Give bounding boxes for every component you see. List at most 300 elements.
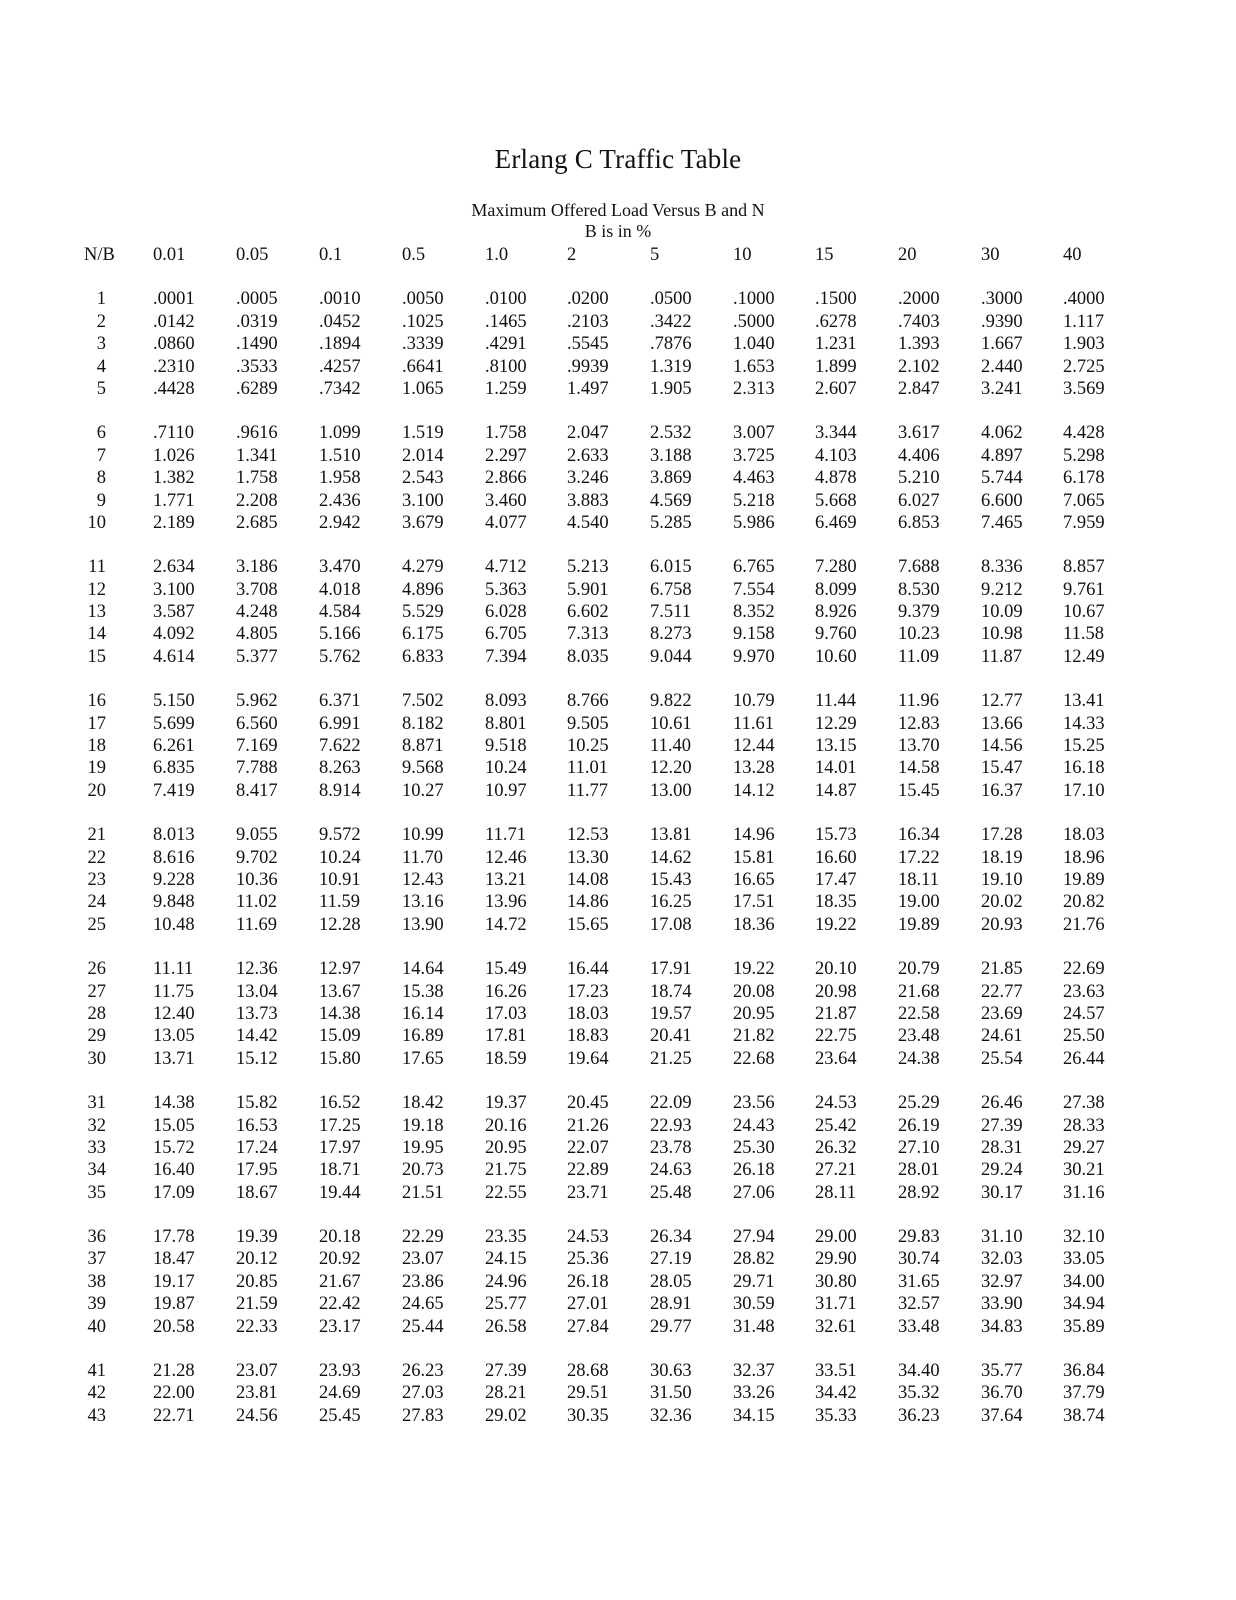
- table-cell: 1.099: [319, 423, 361, 444]
- table-cell: 14.33: [1063, 713, 1105, 734]
- table-cell: 22.58: [898, 1003, 940, 1024]
- table-cell: 6.560: [236, 713, 278, 734]
- table-cell: 35.89: [1063, 1316, 1105, 1337]
- table-cell: 5.298: [1063, 445, 1105, 466]
- table-cell: 8.801: [485, 713, 527, 734]
- table-cell: 17.08: [650, 914, 692, 935]
- table-cell: 9.822: [650, 691, 692, 712]
- table-cell: 20.79: [898, 959, 940, 980]
- table-cell: 23.81: [236, 1383, 278, 1404]
- table-cell: .0001: [153, 289, 195, 310]
- table-cell: 17.28: [981, 825, 1023, 846]
- table-cell: 4.878: [815, 468, 857, 489]
- table-cell: 4.584: [319, 602, 361, 623]
- table-cell: .4000: [1063, 289, 1105, 310]
- table-cell: 9.379: [898, 602, 940, 623]
- table-cell: 13.15: [815, 736, 857, 757]
- table-cell: 9.761: [1063, 579, 1105, 600]
- table-row: [0, 713, 1236, 735]
- table-cell: 15.12: [236, 1048, 278, 1069]
- table-cell: .9616: [236, 423, 278, 444]
- table-cell: 10.91: [319, 869, 361, 890]
- table-cell: 7.465: [981, 512, 1023, 533]
- table-cell: 9.055: [236, 825, 278, 846]
- row-n-label: 36: [87, 1227, 106, 1248]
- table-row: [0, 690, 1236, 712]
- table-cell: 22.77: [981, 981, 1023, 1002]
- table-cell: 29.27: [1063, 1137, 1105, 1158]
- table-cell: 27.83: [402, 1405, 444, 1426]
- table-cell: 12.53: [567, 825, 609, 846]
- table-cell: 5.363: [485, 579, 527, 600]
- table-cell: 27.39: [485, 1361, 527, 1382]
- row-n-label: 6: [96, 423, 106, 444]
- table-cell: .4428: [153, 378, 195, 399]
- table-cell: 9.848: [153, 892, 195, 913]
- table-cell: 17.65: [402, 1048, 444, 1069]
- table-cell: 13.41: [1063, 691, 1105, 712]
- table-cell: 28.82: [733, 1249, 775, 1270]
- row-n-label: 2: [96, 311, 106, 332]
- table-cell: 35.32: [898, 1383, 940, 1404]
- table-cell: 8.857: [1063, 557, 1105, 578]
- table-cell: 12.46: [485, 847, 527, 868]
- table-cell: 15.47: [981, 758, 1023, 779]
- table-cell: 11.40: [650, 736, 691, 757]
- table-cell: .1465: [485, 311, 527, 332]
- row-n-label: 42: [87, 1383, 106, 1404]
- table-cell: 17.24: [236, 1137, 278, 1158]
- table-cell: 11.96: [898, 691, 939, 712]
- table-cell: 10.99: [402, 825, 444, 846]
- table-cell: 22.75: [815, 1026, 857, 1047]
- table-cell: 26.18: [567, 1271, 609, 1292]
- table-cell: 5.699: [153, 713, 195, 734]
- table-cell: 6.833: [402, 646, 444, 667]
- table-cell: 22.07: [567, 1137, 609, 1158]
- row-group: [0, 288, 1236, 400]
- table-cell: 8.013: [153, 825, 195, 846]
- table-cell: 13.67: [319, 981, 361, 1002]
- table-cell: 4.018: [319, 579, 361, 600]
- table-cell: 2.313: [733, 378, 775, 399]
- table-cell: .2000: [898, 289, 940, 310]
- table-cell: 34.42: [815, 1383, 857, 1404]
- table-row: [0, 1115, 1236, 1137]
- table-cell: 4.540: [567, 512, 609, 533]
- table-cell: 17.78: [153, 1227, 195, 1248]
- table-cell: 17.95: [236, 1160, 278, 1181]
- table-cell: 26.34: [650, 1227, 692, 1248]
- table-cell: 19.89: [898, 914, 940, 935]
- table-cell: 17.09: [153, 1182, 195, 1203]
- table-cell: 4.077: [485, 512, 527, 533]
- table-cell: 19.64: [567, 1048, 609, 1069]
- table-row: [0, 1316, 1236, 1338]
- table-cell: 15.25: [1063, 736, 1105, 757]
- table-cell: 31.48: [733, 1316, 775, 1337]
- table-cell: 1.393: [898, 334, 940, 355]
- table-cell: 23.56: [733, 1093, 775, 1114]
- table-cell: 3.007: [733, 423, 775, 444]
- table-cell: .0100: [485, 289, 527, 310]
- row-n-label: 31: [87, 1093, 106, 1114]
- table-cell: 6.853: [898, 512, 940, 533]
- table-row: [0, 467, 1236, 489]
- table-cell: 4.897: [981, 445, 1023, 466]
- row-n-label: 17: [87, 713, 106, 734]
- table-cell: 8.926: [815, 602, 857, 623]
- table-cell: 10.24: [319, 847, 361, 868]
- table-cell: 1.040: [733, 334, 775, 355]
- table-cell: 10.27: [402, 780, 444, 801]
- table-cell: 16.18: [1063, 758, 1105, 779]
- table-cell: 13.81: [650, 825, 692, 846]
- table-cell: .5000: [733, 311, 775, 332]
- table-cell: 31.16: [1063, 1182, 1105, 1203]
- table-cell: 18.35: [815, 892, 857, 913]
- table-cell: 8.352: [733, 602, 775, 623]
- table-cell: 7.313: [567, 624, 609, 645]
- table-cell: 36.70: [981, 1383, 1023, 1404]
- table-row: [0, 333, 1236, 355]
- table-cell: 24.63: [650, 1160, 692, 1181]
- table-cell: 17.25: [319, 1115, 361, 1136]
- table-cell: 7.280: [815, 557, 857, 578]
- corner-label: N/B: [84, 245, 115, 265]
- table-cell: 8.035: [567, 646, 609, 667]
- table-cell: .6278: [815, 311, 857, 332]
- table-cell: .1025: [402, 311, 444, 332]
- table-cell: 14.62: [650, 847, 692, 868]
- table-cell: 24.61: [981, 1026, 1023, 1047]
- table-cell: 7.622: [319, 736, 361, 757]
- row-n-label: 23: [87, 869, 106, 890]
- table-cell: 7.502: [402, 691, 444, 712]
- table-cell: 32.10: [1063, 1227, 1105, 1248]
- table-cell: .2103: [567, 311, 609, 332]
- table-row: [0, 378, 1236, 400]
- table-cell: 18.96: [1063, 847, 1105, 868]
- table-cell: 32.57: [898, 1294, 940, 1315]
- table-cell: .4291: [485, 334, 527, 355]
- table-cell: 1.341: [236, 445, 278, 466]
- table-cell: 7.419: [153, 780, 195, 801]
- row-n-label: 11: [88, 557, 106, 578]
- row-n-label: 28: [87, 1003, 106, 1024]
- table-cell: 17.47: [815, 869, 857, 890]
- table-cell: 24.69: [319, 1383, 361, 1404]
- row-n-label: 21: [87, 825, 106, 846]
- table-cell: 29.77: [650, 1316, 692, 1337]
- table-row: [0, 1092, 1236, 1114]
- table-cell: 6.600: [981, 490, 1023, 511]
- row-n-label: 7: [96, 445, 106, 466]
- table-cell: 23.93: [319, 1361, 361, 1382]
- table-cell: 23.86: [402, 1271, 444, 1292]
- page-subtitle: Maximum Offered Load Versus B and N: [471, 200, 765, 220]
- table-cell: 28.21: [485, 1383, 527, 1404]
- table-row: [0, 1382, 1236, 1404]
- table-row: [0, 824, 1236, 846]
- table-cell: 23.48: [898, 1026, 940, 1047]
- table-row: [0, 490, 1236, 512]
- table-cell: 2.297: [485, 445, 527, 466]
- table-cell: 15.65: [567, 914, 609, 935]
- table-cell: 8.530: [898, 579, 940, 600]
- table-cell: 25.54: [981, 1048, 1023, 1069]
- table-cell: 3.460: [485, 490, 527, 511]
- table-cell: .3339: [402, 334, 444, 355]
- table-row: [0, 288, 1236, 310]
- table-cell: 20.82: [1063, 892, 1105, 913]
- row-n-label: 39: [87, 1294, 106, 1315]
- table-cell: 1.758: [485, 423, 527, 444]
- table-cell: 3.883: [567, 490, 609, 511]
- table-cell: 27.03: [402, 1383, 444, 1404]
- row-group: [0, 556, 1236, 668]
- row-n-label: 20: [87, 780, 106, 801]
- table-cell: 7.394: [485, 646, 527, 667]
- table-cell: 24.38: [898, 1048, 940, 1069]
- table-cell: 9.044: [650, 646, 692, 667]
- table-cell: 21.85: [981, 959, 1023, 980]
- table-cell: 37.79: [1063, 1383, 1105, 1404]
- table-cell: 5.377: [236, 646, 278, 667]
- table-cell: 18.74: [650, 981, 692, 1002]
- table-cell: 34.94: [1063, 1294, 1105, 1315]
- table-cell: 20.92: [319, 1249, 361, 1270]
- table-cell: 25.30: [733, 1137, 775, 1158]
- table-cell: 27.39: [981, 1115, 1023, 1136]
- row-group: [0, 1226, 1236, 1338]
- table-cell: 19.89: [1063, 869, 1105, 890]
- table-cell: 21.59: [236, 1294, 278, 1315]
- table-cell: 20.45: [567, 1093, 609, 1114]
- table-cell: 27.06: [733, 1182, 775, 1203]
- table-row: [0, 356, 1236, 378]
- table-cell: 26.58: [485, 1316, 527, 1337]
- table-cell: 8.417: [236, 780, 278, 801]
- table-cell: 14.38: [153, 1093, 195, 1114]
- table-cell: 30.63: [650, 1361, 692, 1382]
- table-cell: .1000: [733, 289, 775, 310]
- table-cell: 15.43: [650, 869, 692, 890]
- header-row: [0, 244, 1236, 266]
- table-cell: 6.765: [733, 557, 775, 578]
- table-cell: 3.188: [650, 445, 692, 466]
- table-row: [0, 512, 1236, 534]
- table-cell: 36.84: [1063, 1361, 1105, 1382]
- table-cell: 33.48: [898, 1316, 940, 1337]
- table-cell: 18.47: [153, 1249, 195, 1270]
- table-cell: 4.103: [815, 445, 857, 466]
- table-row: [0, 1293, 1236, 1315]
- column-header: 0.01: [153, 245, 186, 265]
- table-cell: 6.261: [153, 736, 195, 757]
- table-row: [0, 422, 1236, 444]
- table-cell: .0005: [236, 289, 278, 310]
- table-cell: 33.05: [1063, 1249, 1105, 1270]
- table-cell: 5.210: [898, 468, 940, 489]
- row-n-label: 38: [87, 1271, 106, 1292]
- table-row: [0, 1003, 1236, 1025]
- table-cell: 21.68: [898, 981, 940, 1002]
- row-n-label: 10: [87, 512, 106, 533]
- table-cell: 18.03: [567, 1003, 609, 1024]
- table-cell: 14.87: [815, 780, 857, 801]
- table-cell: 20.93: [981, 914, 1023, 935]
- table-cell: 9.568: [402, 758, 444, 779]
- table-cell: .0500: [650, 289, 692, 310]
- table-row: [0, 891, 1236, 913]
- table-cell: 12.20: [650, 758, 692, 779]
- table-cell: 9.228: [153, 869, 195, 890]
- table-row: [0, 445, 1236, 467]
- table-cell: 6.602: [567, 602, 609, 623]
- table-cell: 17.91: [650, 959, 692, 980]
- table-cell: 19.18: [402, 1115, 444, 1136]
- table-cell: 4.614: [153, 646, 195, 667]
- row-n-label: 1: [96, 289, 106, 310]
- table-cell: 6.371: [319, 691, 361, 712]
- table-cell: 6.705: [485, 624, 527, 645]
- table-cell: 14.08: [567, 869, 609, 890]
- table-cell: 12.40: [153, 1003, 195, 1024]
- table-cell: 11.01: [567, 758, 608, 779]
- table-cell: 19.44: [319, 1182, 361, 1203]
- table-cell: 11.77: [567, 780, 608, 801]
- column-header: 40: [1063, 245, 1082, 265]
- row-n-label: 43: [87, 1405, 106, 1426]
- table-cell: 1.259: [485, 378, 527, 399]
- table-cell: 30.80: [815, 1271, 857, 1292]
- table-cell: 22.68: [733, 1048, 775, 1069]
- row-group: [0, 1092, 1236, 1204]
- table-cell: 8.182: [402, 713, 444, 734]
- table-cell: 26.23: [402, 1361, 444, 1382]
- table-row: [0, 1226, 1236, 1248]
- table-cell: 8.099: [815, 579, 857, 600]
- row-n-label: 12: [87, 579, 106, 600]
- table-cell: 1.497: [567, 378, 609, 399]
- table-cell: 30.74: [898, 1249, 940, 1270]
- table-cell: 19.17: [153, 1271, 195, 1292]
- table-cell: 7.554: [733, 579, 775, 600]
- table-cell: 28.91: [650, 1294, 692, 1315]
- table-cell: 2.634: [153, 557, 195, 578]
- table-cell: 24.96: [485, 1271, 527, 1292]
- table-cell: 12.97: [319, 959, 361, 980]
- table-cell: 34.40: [898, 1361, 940, 1382]
- table-cell: 20.73: [402, 1160, 444, 1181]
- table-cell: 21.82: [733, 1026, 775, 1047]
- table-cell: 32.36: [650, 1405, 692, 1426]
- table-cell: 3.617: [898, 423, 940, 444]
- table-row: [0, 623, 1236, 645]
- table-cell: 18.71: [319, 1160, 361, 1181]
- table-cell: 22.89: [567, 1160, 609, 1181]
- table-cell: .3000: [981, 289, 1023, 310]
- table-cell: 10.67: [1063, 602, 1105, 623]
- table-cell: 1.519: [402, 423, 444, 444]
- table-cell: 14.86: [567, 892, 609, 913]
- table-cell: 22.29: [402, 1227, 444, 1248]
- table-cell: 28.68: [567, 1361, 609, 1382]
- table-cell: 4.805: [236, 624, 278, 645]
- row-group: [0, 690, 1236, 802]
- table-cell: 28.31: [981, 1137, 1023, 1158]
- table-cell: 5.744: [981, 468, 1023, 489]
- table-row: [0, 579, 1236, 601]
- table-cell: 9.970: [733, 646, 775, 667]
- table-row: [0, 601, 1236, 623]
- table-cell: 3.725: [733, 445, 775, 466]
- column-header: 0.1: [319, 245, 343, 265]
- table-cell: 29.00: [815, 1227, 857, 1248]
- table-cell: 1.382: [153, 468, 195, 489]
- table-cell: .6289: [236, 378, 278, 399]
- row-group: [0, 824, 1236, 936]
- table-cell: 2.607: [815, 378, 857, 399]
- table-cell: 1.319: [650, 356, 692, 377]
- table-cell: 13.96: [485, 892, 527, 913]
- table-cell: 24.65: [402, 1294, 444, 1315]
- table-cell: 1.026: [153, 445, 195, 466]
- table-cell: 18.42: [402, 1093, 444, 1114]
- column-header: 15: [815, 245, 834, 265]
- table-cell: 6.991: [319, 713, 361, 734]
- table-cell: 6.175: [402, 624, 444, 645]
- table-row: [0, 646, 1236, 668]
- row-n-label: 25: [87, 914, 106, 935]
- table-cell: 5.285: [650, 512, 692, 533]
- table-cell: 16.26: [485, 981, 527, 1002]
- table-cell: 2.685: [236, 512, 278, 533]
- table-cell: 19.37: [485, 1093, 527, 1114]
- table-cell: 17.81: [485, 1026, 527, 1047]
- table-cell: 26.32: [815, 1137, 857, 1158]
- table-cell: 22.93: [650, 1115, 692, 1136]
- column-header: 20: [898, 245, 917, 265]
- table-cell: 13.28: [733, 758, 775, 779]
- table-row: [0, 1360, 1236, 1382]
- table-row: [0, 1025, 1236, 1047]
- table-cell: 22.69: [1063, 959, 1105, 980]
- table-cell: 23.78: [650, 1137, 692, 1158]
- table-cell: 1.667: [981, 334, 1023, 355]
- table-cell: 1.958: [319, 468, 361, 489]
- table-cell: 29.83: [898, 1227, 940, 1248]
- table-cell: .4257: [319, 356, 361, 377]
- table-cell: 15.73: [815, 825, 857, 846]
- column-header: 0.5: [402, 245, 426, 265]
- table-cell: 4.406: [898, 445, 940, 466]
- table-cell: 21.25: [650, 1048, 692, 1069]
- table-cell: 4.092: [153, 624, 195, 645]
- table-cell: 7.065: [1063, 490, 1105, 511]
- table-cell: 11.02: [236, 892, 277, 913]
- table-cell: 13.71: [153, 1048, 195, 1069]
- table-cell: 33.51: [815, 1361, 857, 1382]
- table-cell: 11.61: [733, 713, 774, 734]
- table-cell: 2.532: [650, 423, 692, 444]
- row-group: [0, 1360, 1236, 1427]
- table-cell: 6.028: [485, 602, 527, 623]
- table-cell: 21.26: [567, 1115, 609, 1136]
- table-cell: 9.505: [567, 713, 609, 734]
- table-cell: 27.94: [733, 1227, 775, 1248]
